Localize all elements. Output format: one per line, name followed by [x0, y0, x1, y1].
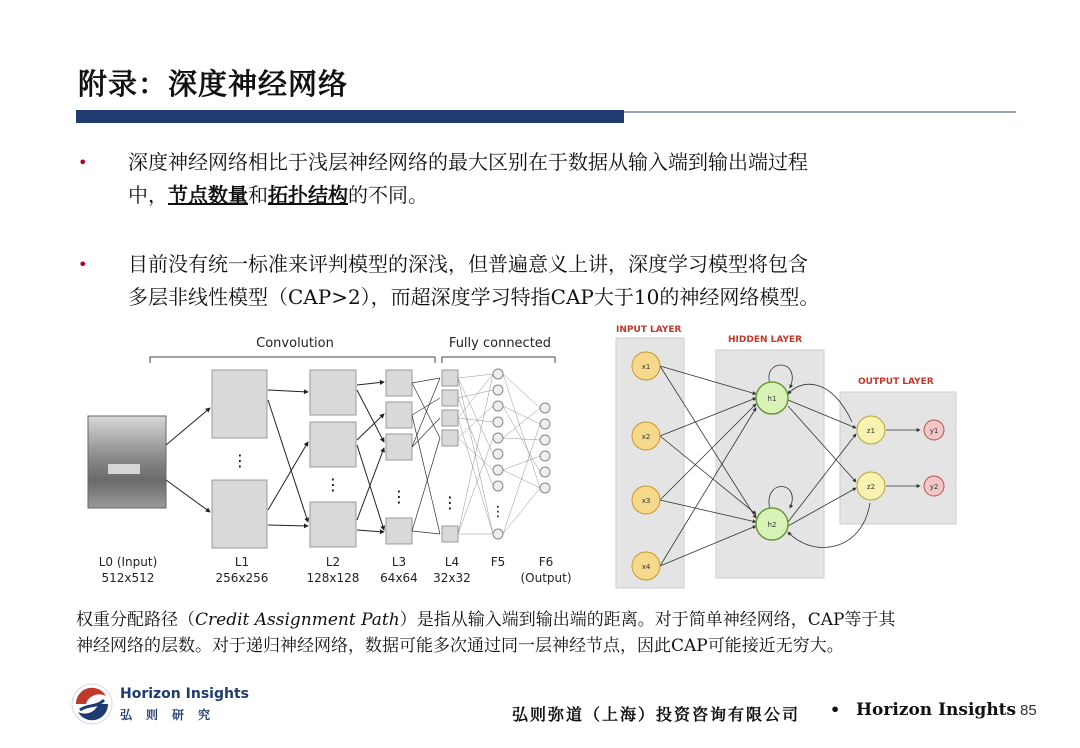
layer-name-f5: F5 [490, 555, 506, 569]
layer-size-l3: 64x64 [380, 571, 418, 585]
highlight-topology: 拓扑结构 [268, 183, 348, 207]
bullet-text [128, 248, 1018, 314]
ellipsis-l1: ⋮ [232, 451, 248, 470]
l3-l4-connections [412, 378, 440, 534]
bullet-line-suffix: 的不同。 [348, 183, 428, 207]
layer-l2 [310, 370, 356, 547]
input-image [88, 416, 166, 508]
horizon-insights-logo-icon [70, 682, 114, 726]
layer-size-l0: 512x512 [101, 571, 155, 585]
page-number: 85 [1020, 702, 1037, 719]
title-underline-rule [624, 111, 1016, 113]
fully-connected-brace [442, 357, 555, 363]
node-label-h2: h2 [767, 521, 777, 529]
node-label-x4: x4 [641, 563, 651, 571]
layer-size-f6: (Output) [520, 571, 572, 585]
node-label-z2: z2 [866, 483, 876, 491]
bullet-line-prefix: 中， [128, 183, 168, 207]
bullet-dot-icon: • [78, 153, 88, 172]
node-label-y1: y1 [929, 427, 939, 435]
footer-separator: • [830, 700, 841, 719]
layer-name-l2: L2 [325, 555, 341, 569]
layer-l3 [386, 370, 412, 544]
layer-name-l4: L4 [444, 555, 460, 569]
output-layer-label: OUTPUT LAYER [858, 377, 934, 387]
neural-network-diagram [612, 318, 972, 593]
bullet-text [128, 146, 1018, 212]
hidden-layer-label: HIDDEN LAYER [728, 335, 803, 345]
bullet-line: 目前没有统一标准来评判模型的深浅，但普遍意义上讲，深度学习模型将包含 [128, 252, 808, 276]
output-layer-panel [840, 392, 956, 524]
layer-name-l1: L1 [234, 555, 250, 569]
footer-company-name: 弘则弥道（上海）投资咨询有限公司 [512, 705, 801, 724]
slide-title: 附录：深度神经网络 [78, 67, 349, 101]
node-label-y2: y2 [929, 483, 939, 491]
bullet-item [78, 146, 1018, 212]
layer-size-l1: 256x256 [215, 571, 269, 585]
layer-l4 [442, 370, 458, 542]
ellipsis-f5: ⋮ [491, 504, 505, 520]
node-label-x2: x2 [641, 433, 651, 441]
highlight-node-count: 节点数量 [168, 183, 248, 207]
input-layer-label: INPUT LAYER [616, 325, 682, 335]
ellipsis-l3: ⋮ [391, 487, 407, 506]
bullet-line: 多层非线性模型（CAP>2），而超深度学习特指CAP大于10的神经网络模型。 [128, 285, 820, 309]
bullet-dot-icon: • [78, 255, 88, 274]
convolution-brace [150, 357, 435, 363]
caption-prefix: 权重分配路径（ [76, 610, 195, 630]
fully-connected-label: Fully connected [448, 336, 552, 351]
figure-caption [76, 607, 1036, 659]
bullet-line: 深度神经网络相比于浅层神经网络的最大区别在于数据从输入端到输出端过程 [128, 150, 808, 174]
node-label-x1: x1 [641, 363, 651, 371]
bullet-item [78, 248, 1018, 314]
footer-brand: Horizon Insights [856, 700, 1017, 720]
logo-text-cn: 弘则研究 [120, 708, 225, 722]
ellipsis-l4: ⋮ [442, 493, 458, 512]
title-underline-bar [76, 110, 624, 123]
node-label-z1: z1 [866, 427, 876, 435]
layer-size-l2: 128x128 [306, 571, 360, 585]
layer-size-l4: 32x32 [433, 571, 471, 585]
caption-line: ）是指从输入端到输出端的距离。对于简单神经网络，CAP等于其 [399, 610, 896, 630]
caption-line: 神经网络的层数。对于递归神经网络，数据可能多次通过同一层神经节点，因此CAP可能接近无穷大。 [76, 636, 844, 656]
caption-term: Credit Assignment Path [195, 610, 400, 630]
convolution-label: Convolution [256, 336, 334, 351]
cnn-architecture-diagram [80, 330, 580, 592]
ellipsis-l2: ⋮ [325, 475, 341, 494]
logo-text-en: Horizon Insights [120, 686, 249, 702]
layer-name-f6: F6 [538, 555, 554, 569]
layer-name-l3: L3 [391, 555, 407, 569]
bullet-line-mid: 和 [248, 183, 268, 207]
layer-name-l0: L0 (Input) [98, 555, 158, 569]
input-image-detail [108, 464, 140, 474]
layer-f6 [540, 403, 550, 493]
layer-labels [99, 555, 572, 585]
node-label-x3: x3 [641, 497, 651, 505]
node-label-h1: h1 [767, 395, 777, 403]
